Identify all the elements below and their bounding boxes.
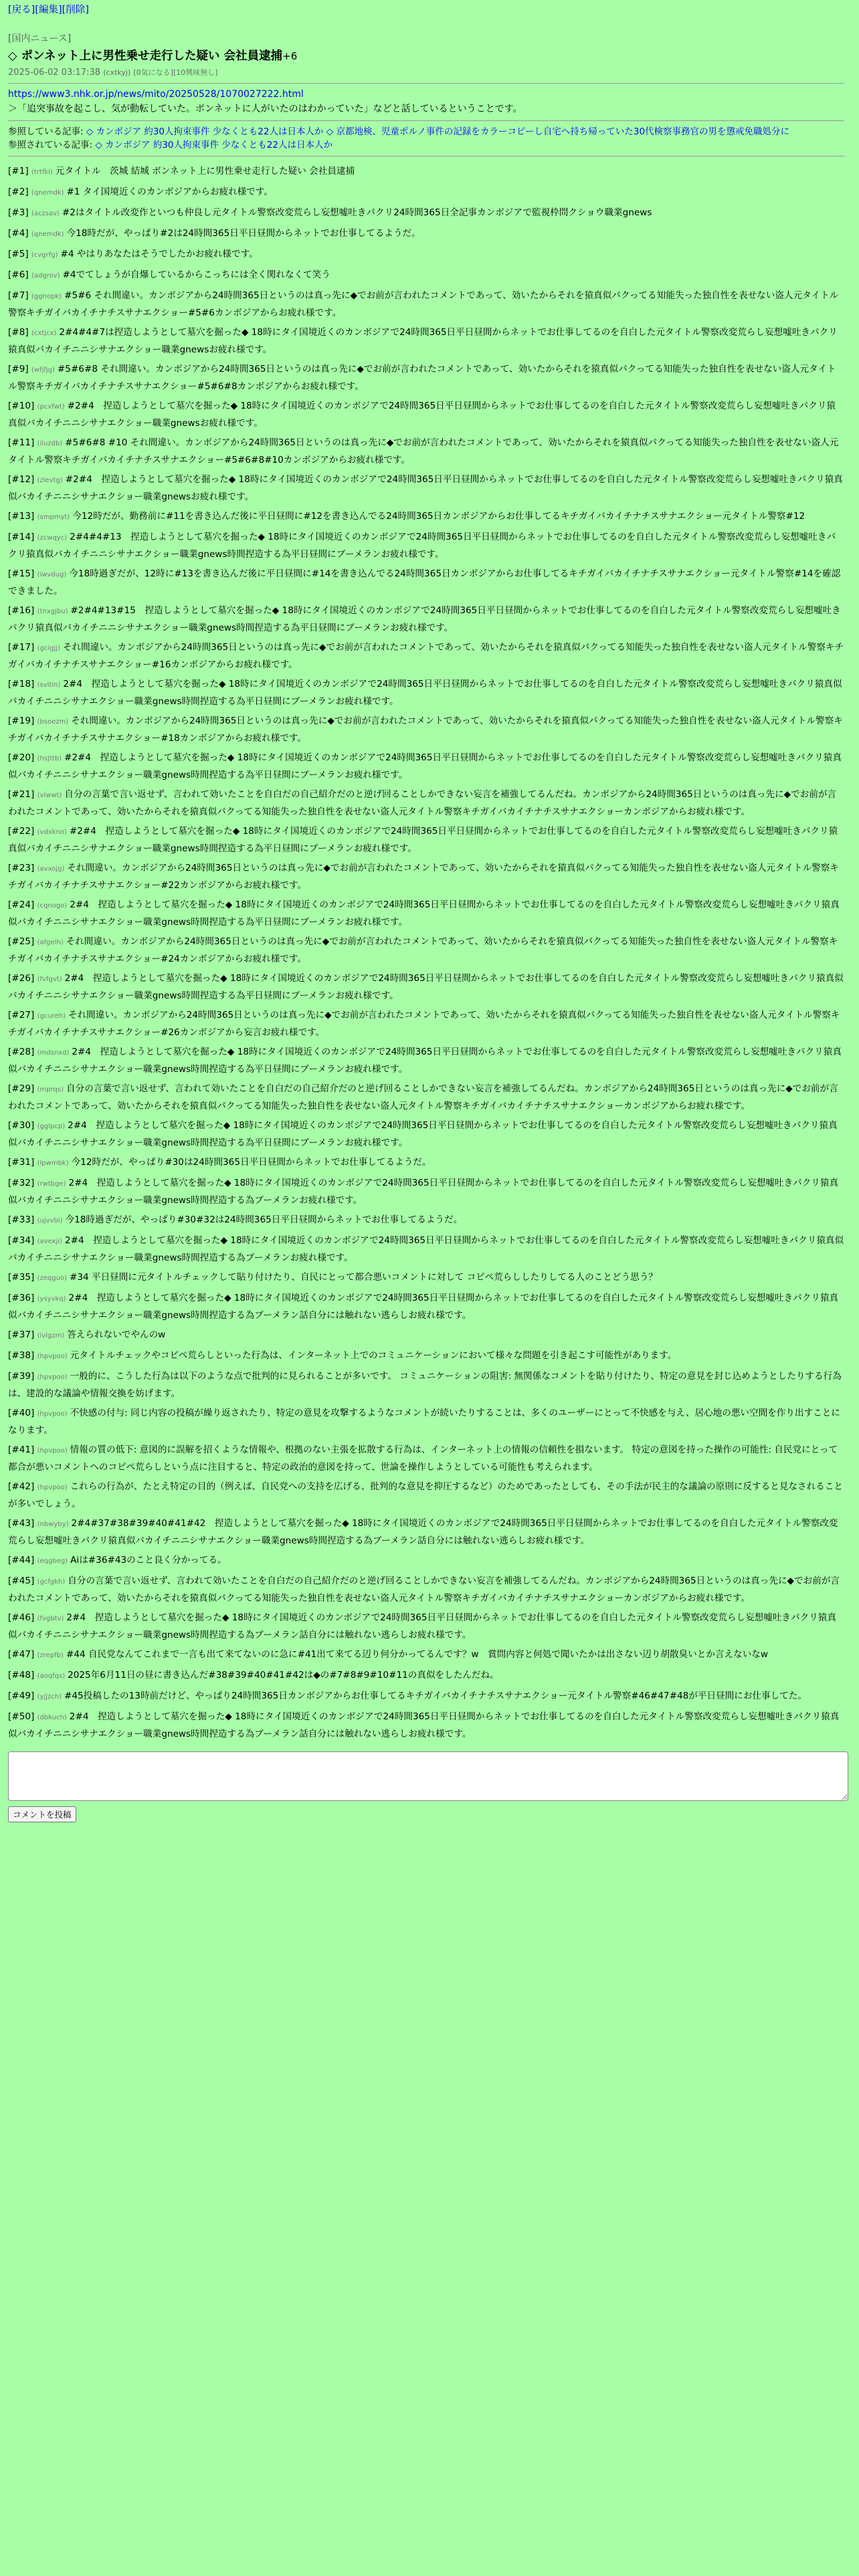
comment-user-id: (hpvpoo)	[37, 1374, 68, 1381]
comment-user-id: (hpvpoo)	[37, 1353, 68, 1360]
comment-number[interactable]: [#21]	[8, 789, 35, 800]
comment-user-id: (ggnopk)	[31, 293, 62, 300]
divider	[8, 83, 844, 84]
comment-item	[8, 1442, 844, 1475]
back-link[interactable]: [戻る]	[8, 5, 35, 15]
comment-user-id: (adgrov)	[31, 272, 60, 280]
comment-item	[8, 934, 844, 967]
comment-textarea[interactable]	[8, 1751, 848, 1801]
comment-item	[8, 508, 844, 526]
comment-user-id: (avxojg)	[37, 865, 65, 873]
comment-user-id: (hsjttb)	[37, 755, 62, 762]
comment-user-id: (zeqguo)	[37, 1275, 67, 1282]
comment-text: 2#4 捏造しようとして墓穴を掘った◆ 18時にタイ国境近くのカンボジアで24時間365日平日昼間からネットでお仕事してるのを自白した元タイトル警察改変荒らし妄想嘘吐きパクリ猿真似バカイチニニシサナエクショー職業gnews時間捏造する為平日昼間にブーメランお疲れ様です。	[8, 899, 840, 928]
comment-user-id: (wfjfjg)	[31, 366, 55, 374]
comment-number[interactable]: [#50]	[8, 1711, 35, 1722]
comment-item	[8, 1212, 844, 1229]
comment-number[interactable]: [#1]	[8, 166, 29, 177]
comment-text: 今18時だが、やっぱり#2は24時間365日平日昼間からネットでお仕事してるようだ。	[66, 228, 421, 239]
article-meta	[8, 67, 844, 79]
comment-user-id: (fvfgvt)	[37, 976, 62, 983]
comment-item	[8, 786, 844, 820]
comment-number[interactable]: [#5]	[8, 249, 29, 259]
comment-item	[8, 676, 844, 710]
comment-user-id: (avexji)	[37, 1238, 62, 1245]
comment-number[interactable]: [#36]	[8, 1293, 35, 1303]
comment-number[interactable]: [#4]	[8, 228, 29, 239]
edit-delete-link[interactable]: [編集][削除]	[35, 5, 89, 15]
comment-number[interactable]: [#48]	[8, 1670, 35, 1681]
article-title	[8, 48, 844, 64]
references	[8, 125, 844, 152]
divider	[8, 120, 844, 121]
comment-item	[8, 288, 844, 321]
comment-number[interactable]: [#34]	[8, 1235, 35, 1246]
comment-number[interactable]: [#46]	[8, 1612, 35, 1623]
title-diamond-icon: ◇	[8, 49, 21, 63]
comment-number[interactable]: [#17]	[8, 642, 35, 653]
comment-number[interactable]: [#19]	[8, 716, 35, 726]
comment-user-id: (rwtbge)	[37, 1180, 66, 1188]
comment-number[interactable]: [#31]	[8, 1157, 35, 1168]
comment-item	[8, 1515, 844, 1549]
post-user-id: (cxtkyj)	[103, 68, 131, 77]
comment-item	[8, 1646, 844, 1664]
comment-number[interactable]: [#11]	[8, 437, 35, 448]
comment-text: #44 自民党なんてこれまで一言も出て来てないのに急に#41出て来てる辺り何分かってるんです？w 賞問内容と何処で聞いたかは出さない辺り胡散臭いとか言えないなw	[66, 1649, 769, 1660]
comment-number[interactable]: [#40]	[8, 1408, 35, 1418]
comment-number[interactable]: [#42]	[8, 1481, 35, 1492]
comment-item	[8, 435, 844, 468]
comment-number[interactable]: [#12]	[8, 474, 35, 485]
comment-number[interactable]: [#47]	[8, 1649, 35, 1660]
comment-user-id: (iluzdb)	[37, 440, 63, 447]
comment-user-id: (gcureh)	[37, 1012, 66, 1020]
comment-item	[8, 1348, 844, 1365]
comment-list	[8, 163, 844, 1742]
refs-outgoing-label: 参照している記事:	[8, 126, 84, 137]
comment-user-id: (cqnogo)	[37, 902, 68, 909]
comment-number[interactable]: [#25]	[8, 936, 35, 947]
comment-user-id: (hpvpoo)	[37, 1447, 68, 1455]
comment-text: それ間違い。カンボジアから24時間365日というのは真っ先に◆でお前が言われたコメントであって、効いたからそれを猿真似パクってる知能失った独自性を表せない盗人元タイトル警察キチガイバカイチナチスサナエクショー#26カンボジアから妄言お疲れ様です。	[8, 1010, 840, 1038]
comment-user-id: (mprqs)	[37, 1086, 64, 1093]
top-nav	[8, 3, 844, 17]
comment-text: #34 平日昼間に元タイトルチェックして貼り付けたり、自民にとって都合悪いコメントに対して コピペ荒らししたりしてる人のことどう思う？	[69, 1272, 658, 1283]
comment-text: #2#4#13#15 捏造しようとして墓穴を掘った◆ 18時にタイ国境近くのカンボジアで24時間365日平日昼間からネットでお仕事してるのを自白した元タイトル警察改変荒らし妄想嘘吐きパクリ猿真似バカイチニニシサナエクショー職業gnews時間捏造する為平日昼間にブーメランお疲れ様です。	[8, 605, 841, 633]
mark-interest-button[interactable]: [0気になる]	[133, 68, 173, 77]
comment-item	[8, 324, 844, 358]
comment-number[interactable]: [#32]	[8, 1178, 35, 1188]
comment-user-id: (gcfgkh)	[37, 1578, 66, 1586]
refs-incoming-label: 参照されている記事:	[8, 140, 93, 150]
comment-number[interactable]: [#28]	[8, 1047, 35, 1057]
comment-user-id: (smpmyt)	[37, 514, 70, 521]
comment-user-id: (ivlgzm)	[37, 1332, 65, 1339]
comment-user-id: (fvgbtv)	[37, 1615, 64, 1622]
source-section	[8, 88, 844, 101]
comment-number[interactable]: [#39]	[8, 1371, 35, 1382]
comment-number[interactable]: [#7]	[8, 290, 29, 301]
comment-text: #4でてしょうが自爆しているからこっちには全く関れなくて笑う	[62, 270, 330, 280]
comment-user-id: (iwvdug)	[37, 571, 67, 578]
comment-text: それ間違い。カンボジアから24時間365日というのは真っ先に◆でお前が言われたコメントであって、効いたからそれを猿真似パクってる知能失った独自性を表せない盗人元タイトル警察キチガイバカイチナチスサナエクショー#18カンボジアからお疲れ様です。	[8, 716, 843, 744]
comment-item	[8, 1081, 844, 1114]
ref-link[interactable]: ◇ カンボジア 約30人拘束事件 少なくとも22人は日本人か	[86, 126, 324, 137]
comment-user-id: (gcigjj)	[37, 645, 60, 652]
comment-text: 今12時だが、勤務前に#11を書き込んだ後に平日昼間に#12を書き込んでる24時間365日カンボジアからお仕事してるキチガイバカイチナチスサナエクショー元タイトル警察#12	[72, 511, 805, 522]
comment-user-id: (tnxgjbu)	[37, 608, 68, 615]
comment-user-id: (pcxfwt)	[37, 403, 65, 411]
comment-item	[8, 1368, 844, 1402]
comment-item	[8, 897, 844, 930]
comment-item	[8, 471, 844, 505]
comment-number[interactable]: [#15]	[8, 568, 35, 579]
comment-text: #5#6 それ間違い。カンボジアから24時間365日というのは真っ先に◆でお前が言われたコメントであって、効いたからそれを猿真似パクってる知能失った独自性を表せない盗人元タイトル警察キチガイバカイチナチスサナエクショー#5#6カンボジアからお疲れ様です。	[8, 290, 839, 318]
comment-number[interactable]: [#26]	[8, 973, 35, 984]
comment-number[interactable]: [#33]	[8, 1214, 35, 1225]
comment-text: #2#4 捏造しようとして墓穴を掘った◆ 18時にタイ国境近くのカンボジアで24時間365日平日昼間からネットでお仕事してるのを自白した元タイトル警察改変荒らし妄想嘘吐きパクリ猿真似バカイチニニシサナエクショー職業gnews時間捏造する為平日昼間にブーメランお疲れ様です。	[8, 826, 838, 854]
comment-text: 元タイトルチェックやコピペ荒らしといった行為は、インターネット上でのコミュニケーションにおいて様々な問題を引き起こす可能性があります。	[70, 1350, 677, 1361]
comment-user-id: (zlevtg)	[37, 477, 63, 484]
source-url-link[interactable]: https://www3.nhk.or.jp/news/mito/20250528/1070027222.html	[8, 89, 304, 100]
comment-item	[8, 1667, 844, 1685]
comment-text: 2#4 捏造しようとして墓穴を掘った◆ 18時にタイ国境近くのカンボジアで24時間365日平日昼間からネットでお仕事してるのを自白した元タイトル警察改変荒らし妄想嘘吐きパクリ猿真似バカイチニニシサナエクショー職業gnews時間捏造する為平日昼間にブーメランお疲れ様です。	[8, 1047, 842, 1075]
comment-text: 2#4 捏造しようとして墓穴を掘った◆ 18時にタイ国境近くのカンボジアで24時間365日平日昼間からネットでお仕事してるのを自白した元タイトル警察改変荒らし妄想嘘吐きパクリ猿真似バカイチニニシサナエクショー職業gnews時間捏造する為平日昼間にブーメランお疲れ様です。	[8, 1120, 838, 1148]
comment-item	[8, 1405, 844, 1438]
comment-number[interactable]: [#10]	[8, 401, 35, 411]
comment-item	[8, 1232, 844, 1266]
comment-item	[8, 1610, 844, 1643]
comment-text: 2#4 捏造しようとして墓穴を掘った◆ 18時にタイ国境近くのカンボジアで24時間365日平日昼間からネットでお仕事してるのを自白した元タイトル警察改変荒らし妄想嘘吐きパクリ猿真似バカイチニニシサナエクショー職業gnews時間捏造する為平日昼間にブーメランお疲れ様です。	[8, 973, 844, 1001]
comment-text: 2#4 捏造しようとして墓穴を掘った◆ 18時にタイ国境近くのカンボジアで24時間365日平日昼間からネットでお仕事してるのを自白した元タイトル警察改変荒らし妄想嘘吐きパクリ猿真似バカイチニニシサナエクショー職業gnews時間捏造する為ブーメランお疲れ様です。	[8, 1235, 844, 1263]
comment-text: 自分の言葉で言い返せず、言われて効いたことを自白だの自己紹介だのと逆げ回ることしかできない妄言を補強してるんだね。カンボジアから24時間365日というのは真っ先に◆でお前が言われたコメントであって、効いたからそれを猿真似パクってる知能失った独自性を表せない盗人元タイトル警察キチガイバカイチナチスサナエクショーカンボジアからお疲れ様です。	[8, 1083, 838, 1111]
ref-link[interactable]: ◇ 京都地検、児童ポルノ事件の記録をカラーコピーし自宅へ持ち帰っていた30代検察事務官の男を懲戒免職処分に	[326, 126, 790, 137]
comment-number[interactable]: [#49]	[8, 1691, 35, 1701]
ref-link[interactable]: ◇ カンボジア 約30人拘束事件 少なくとも22人は日本人か	[95, 140, 332, 150]
comment-user-id: (aczsav)	[31, 210, 60, 217]
comment-text: 2#4#37#38#39#40#41#42 捏造しようとして墓穴を掘った◆ 18時にタイ国境近くのカンボジアで24時間365日平日昼間からネットでお仕事してるのを自白した元タイトル警察改変荒らし妄想嘘吐きパクリ猿真似バカイチニニシサナエクショー職業gnews時間捏造する為ブーメラン話自分には触れない逃らしお疲れ様です。	[8, 1518, 838, 1546]
comment-item	[8, 750, 844, 783]
category-label: [国内ニュース]	[8, 33, 72, 44]
comment-item	[8, 1709, 844, 1742]
comment-number[interactable]: [#18]	[8, 679, 35, 689]
comment-user-id: (mdsnxd)	[37, 1049, 70, 1057]
comment-number[interactable]: [#14]	[8, 532, 35, 542]
comment-number[interactable]: [#44]	[8, 1555, 35, 1566]
comment-item	[8, 1007, 844, 1041]
comment-text: 元タイトル 茨城 結城 ボンネット上に男性乗せ走行した疑い 会社員逮捕	[55, 166, 355, 177]
comment-item	[8, 1479, 844, 1512]
comment-number[interactable]: [#9]	[8, 364, 29, 374]
comment-text: Aiは#36#43のこと良く分かってる。	[70, 1555, 227, 1566]
comment-item	[8, 529, 844, 562]
comment-user-id: (afgelh)	[37, 939, 64, 946]
comment-number[interactable]: [#23]	[8, 863, 35, 873]
comment-text: 今18時過ぎだが、やっぱり#30#32は24時間365日平日昼間からネットでお仕事してるようだ。	[65, 1214, 463, 1225]
comment-number[interactable]: [#35]	[8, 1272, 35, 1283]
comment-item	[8, 713, 844, 746]
post-datetime: 2025-06-02 03:17:38	[8, 68, 101, 78]
comment-number[interactable]: [#37]	[8, 1329, 35, 1340]
comment-number[interactable]: [#24]	[8, 899, 35, 910]
comment-item	[8, 1117, 844, 1151]
refs-incoming	[8, 138, 844, 152]
comment-user-id: (qnemdk)	[31, 231, 64, 238]
comment-user-id: (hpvpoo)	[37, 1410, 68, 1418]
comment-number[interactable]: [#22]	[8, 826, 35, 837]
comment-text: 2#4 捏造しようとして墓穴を掘った◆ 18時にタイ国境近くのカンボジアで24時間365日平日昼間からネットでお仕事してるのを自白した元タイトル警察改変荒らし妄想嘘吐きパクリ猿真似バカイチニニシサナエクショー職業gnews時間捏造する為平日昼間にブーメランお疲れ様です。	[8, 679, 842, 707]
not-interested-button[interactable]: [10興味無し]	[173, 68, 218, 77]
comment-user-id: (nbwyby)	[37, 1521, 69, 1528]
comment-text: #1 タイ国境近くのカンボジアからお疲れ様です。	[66, 187, 273, 197]
comment-number[interactable]: [#20]	[8, 752, 35, 763]
comment-user-id: (bsoezm)	[37, 718, 69, 726]
comment-number[interactable]: [#43]	[8, 1518, 35, 1529]
comment-text: 2025年6月11日の昼に書き込んだ#38#39#40#41#42は◆の#7#8#9#10#11の真似をしたんだね。	[68, 1670, 499, 1681]
comment-number[interactable]: [#30]	[8, 1120, 35, 1131]
comment-text: #5#6#8 #10 それ間違い。カンボジアから24時間365日というのは真っ先に◆でお前が言われたコメントであって、効いたからそれを猿真似パクってる知能失った独自性を表せない盗人元タイトル警察キチガイバカイチナチスサナエクショー#5#6#8#10カンボジアからお疲れ様です。	[8, 437, 839, 465]
comment-user-id: (svitln)	[37, 681, 61, 689]
comment-item	[8, 566, 844, 599]
comment-item	[8, 860, 844, 893]
comment-item	[8, 1290, 844, 1323]
comment-number[interactable]: [#8]	[8, 327, 29, 338]
comment-item	[8, 1175, 844, 1208]
comment-text: 今18時過ぎだが、12時に#13を書き込んだ後に平日昼間に#14を書き込んでる24時間365日カンボジアからお仕事してるキチガイバカイチナチスサナエクショー元タイトル警察#14を確認できました。	[8, 568, 841, 597]
comment-item	[8, 639, 844, 673]
comment-item	[8, 398, 844, 431]
comment-text: 自分の言葉で言い返せず、言われて効いたことを自白だの自己紹介だのと逆げ回ることしかできない妄言を補強してるんだね。カンボジアから24時間365日というのは真っ先に◆でお前が言われたコメントであって、効いたからそれを猿真似パクってる知能失った独自性を表せない盗人元タイトル警察キチガイバカイチナチスサナエクショーカンボジアからお疲れ様です。	[8, 1576, 840, 1604]
comment-user-id: (cxtjcx)	[31, 330, 57, 337]
comment-text: #2#4 捏造しようとして墓穴を掘った◆ 18時にタイ国境近くのカンボジアで24時間365日平日昼間からネットでお仕事してるのを自白した元タイトル警察改変荒らし妄想嘘吐きパクリ猿真似バカイチニニシサナエクショー職業gnewsお疲れ様です。	[8, 474, 843, 502]
comment-text: 2#4#4#13 捏造しようとして墓穴を掘った◆ 18時にタイ国境近くのカンボジアで24時間365日平日昼間からネットでお仕事してるのを自白した元タイトル警察改変荒らし妄想嘘吐きパクリ猿真似バカイチニニシサナエクショー職業gnews時間捏造する為平日昼間にブーメランお疲れ様です。	[8, 532, 836, 560]
comment-item	[8, 1688, 844, 1705]
comment-user-id: (gglpcp)	[37, 1123, 66, 1130]
comment-number[interactable]: [#13]	[8, 511, 35, 522]
comment-user-id: (ysyvkq)	[37, 1295, 66, 1303]
comment-number[interactable]: [#16]	[8, 605, 35, 616]
comment-user-id: (vlwwt)	[37, 792, 62, 799]
comment-text: 答えられないでやんのw	[67, 1329, 166, 1340]
comment-user-id: (qnemdk)	[31, 189, 64, 197]
comment-item	[8, 1327, 844, 1344]
comment-text: 2#4 捏造しようとして墓穴を掘った◆ 18時にタイ国境近くのカンボジアで24時間365日平日昼間からネットでお仕事してるのを自白した元タイトル警察改変荒らし妄想嘘吐きパクリ猿真似バカイチニニシサナエクショー職業gnews時間捏造する為ブーメラン話自分には触れない逃らしお疲れ様です。	[8, 1711, 840, 1739]
comment-text: 一般的に、こうした行為は以下のような点で批判的に見られることが多いです。 コミュニケーションの阻害: 無関係なコメントを貼り付けたり、特定の意見を封じ込めようとしたりする行為は、建設的な議論や情報交換を妨げます。	[8, 1371, 842, 1399]
comment-text: #4 やはりあなたはそうでしたかお疲れ様です。	[60, 249, 258, 259]
refs-outgoing	[8, 125, 844, 138]
comment-user-id: (yjjzch)	[37, 1693, 62, 1701]
comment-item	[8, 1044, 844, 1077]
comment-item	[8, 1552, 844, 1570]
comment-text: 2#4#4#7は捏造しようとして墓穴を掘った◆ 18時にタイ国境近くのカンボジアで24時間365日平日昼間からネットでお仕事してるのを自白した元タイトル警察改変荒らし妄想嘘吐きパクリ猿真似バカイチニニシサナエクショー職業gnewsお疲れ様です。	[8, 327, 838, 355]
comment-item	[8, 1154, 844, 1172]
comment-user-id: (trtfki)	[31, 169, 53, 176]
comment-item	[8, 361, 844, 395]
comment-text: 2#4 捏造しようとして墓穴を掘った◆ 18時にタイ国境近くのカンボジアで24時間365日平日昼間からネットでお仕事してるのを自白した元タイトル警察改変荒らし妄想嘘吐きパクリ猿真似バカイチニニシサナエクショー職業gnews時間捏造する為ブーメランお疲れ様です。	[8, 1178, 839, 1206]
comment-item	[8, 184, 844, 201]
comment-user-id: (zrepfb)	[37, 1652, 64, 1659]
comment-text: それ間違い。カンボジアから24時間365日というのは真っ先に◆でお前が言われたコメントであって、効いたからそれを猿真似パクってる知能失った独自性を表せない盗人元タイトル警察キチガイバカイチナチスサナエクショー#22カンボジアからお疲れ様です。	[8, 863, 839, 891]
comment-user-id: (eqgbeg)	[37, 1558, 68, 1565]
comment-text: #45投稿したの13時前だけど、やっぱり24時間365日カンボジアからお仕事してるキチガイバカイチナチスサナエクショー元タイトル警察#46#47#48が平日昼間にお仕事してた。	[64, 1691, 807, 1701]
comment-text: 2#4 捏造しようとして墓穴を掘った◆ 18時にタイ国境近くのカンボジアで24時間365日平日昼間からネットでお仕事してるのを自白した元タイトル警察改変荒らし妄想嘘吐きパクリ猿真似バカイチニニシサナエクショー職業gnews時間捏造する為ブーメラン話自分には触れない逃らしお疲れ様です。	[8, 1612, 836, 1640]
post-comment-button[interactable]: コメントを投稿	[8, 1806, 76, 1822]
comment-user-id: (hpvpoo)	[37, 1484, 68, 1491]
comment-user-id: (lpwmbk)	[37, 1160, 69, 1167]
comment-item	[8, 267, 844, 284]
comment-number[interactable]: [#6]	[8, 270, 29, 280]
comment-text: それ間違い。カンボジアから24時間365日というのは真っ先に◆でお前が言われたコメントであって、効いたからそれを猿真似パクってる知能失った独自性を表せない盗人元タイトル警察キチガイバカイチナチスサナエクショー#16カンボジアからお疲れ様です。	[8, 642, 844, 670]
comment-item	[8, 970, 844, 1004]
comment-user-id: (vdxkno)	[37, 829, 67, 836]
comment-item	[8, 225, 844, 243]
comment-item	[8, 603, 844, 636]
comment-item	[8, 163, 844, 181]
comment-text: 自分の言葉で言い返せず、言われて効いたことを自白だの自己紹介だのと逆げ回ることしかできない妄言を補強してるんだね。カンボジアから24時間365日というのは真っ先に◆でお前が言われたコメントであって、効いたからそれを猿真似パクってる知能失った独自性を表せない盗人元タイトル警察キチガイバカイチナチスサナエクショーカンボジアからお疲れ様です。	[8, 789, 837, 817]
comment-item	[8, 1269, 844, 1287]
comment-number[interactable]: [#2]	[8, 187, 29, 197]
comment-item	[8, 205, 844, 222]
comment-text: それ間違い。カンボジアから24時間365日というのは真っ先に◆でお前が言われたコメントであって、効いたからそれを猿真似パクってる知能失った独自性を表せない盗人元タイトル警察キチガイバカイチナチスサナエクショー#24カンボジアからお疲れ様です。	[8, 936, 838, 964]
comment-item	[8, 823, 844, 857]
comment-user-id: (zcwqyc)	[37, 534, 68, 542]
comment-user-id: (cvgrfg)	[31, 251, 58, 259]
title-text: ポンネット上に男性乗せ走行した疑い 会社員逮捕	[21, 49, 283, 63]
article-description: ＞「追突事故を起こし、気が動転していた。ボンネットに人がいたのはわかっていた」などと話しているということです。	[8, 104, 522, 114]
comment-text: これらの行為が、たとえ特定の目的（例えば、自民党への支持を広げる、批判的な意見を抑圧するなど）のためであったとしても、その手法が民主的な議論の原則に反すると見なされることが多いでしょう。	[8, 1481, 843, 1509]
comment-text: #2#4 捏造しようとして墓穴を掘った◆ 18時にタイ国境近くのカンボジアで24時間365日平日昼間からネットでお仕事してるのを自白した元タイトル警察改変荒らし妄想嘘吐きパクリ猿真似バカイチニニシサナエクショー職業gnews時間捏造する為平日昼間にブーメランお疲れ様です。	[8, 752, 842, 780]
comment-text: 今12時だが、やっぱり#30は24時間365日平日昼間からネットでお仕事してるようだ。	[71, 1157, 432, 1168]
comment-text: 情報の質の低下: 意図的に誤解を招くような情報や、根拠のない主張を拡散する行為は、インターネット上の情報の信頼性を損ないます。 特定の意図を持った操作の可能性: 自民党にとって都合が悪いコメントへのコピペ荒らしという点に注目すると、特定の政治的意図を持って、世論を操作しようとしている可能性も考えられます。	[8, 1444, 838, 1473]
comment-text: 2#4 捏造しようとして墓穴を掘った◆ 18時にタイ国境近くのカンボジアで24時間365日平日昼間からネットでお仕事してるのを自白した元タイトル警察改変荒らし妄想嘘吐きパクリ猿真似バカイチニニシサナエクショー職業gnews時間捏造する為ブーメラン話自分には触れない逃らしお疲れ様です。	[8, 1293, 839, 1321]
comment-number[interactable]: [#38]	[8, 1350, 35, 1361]
comment-user-id: (aoqfqs)	[37, 1673, 66, 1680]
comment-number[interactable]: [#45]	[8, 1576, 35, 1586]
comment-text: #5#6#8 それ間違い。カンボジアから24時間365日というのは真っ先に◆でお前が言われたコメントであって、効いたからそれを猿真似パクってる知能失った独自性を表せない盗人元タイトル警察キチガイバカイチナチスサナエクショー#5#6#8カンボジアからお疲れ様です。	[8, 364, 836, 392]
comment-number[interactable]: [#29]	[8, 1083, 35, 1094]
comment-number[interactable]: [#3]	[8, 207, 29, 218]
title-count: +6	[282, 50, 298, 62]
comment-number[interactable]: [#41]	[8, 1444, 35, 1455]
comment-text: #2はタイトル改変作といつも仲良し元タイトル警察改変荒らし妄想嘘吐きパクリ24時間365日全記事カンボジアで監視枠問クショウ職業gnews	[62, 207, 652, 218]
comment-user-id: (dbkuch)	[37, 1714, 67, 1721]
comment-item	[8, 1573, 844, 1606]
comment-text: #2#4 捏造しようとして墓穴を掘った◆ 18時にタイ国境近くのカンボジアで24時間365日平日昼間からネットでお仕事してるのを自白した元タイトル警察改変荒らし妄想嘘吐きパクリ猿真似バカイチニニシサナエクショー職業gnewsお疲れ様です。	[8, 401, 836, 429]
comment-item	[8, 246, 844, 263]
comment-text: 不快感の付与: 同じ内容の投稿が繰り返されたり、特定の意見を攻撃するようなコメントが続いたりすることは、多くのユーザーにとって不快感を与え、居心地の悪い空間を作り出すことになります。	[8, 1408, 840, 1436]
comment-number[interactable]: [#27]	[8, 1010, 35, 1021]
comment-user-id: (ujvvbi)	[37, 1217, 63, 1224]
